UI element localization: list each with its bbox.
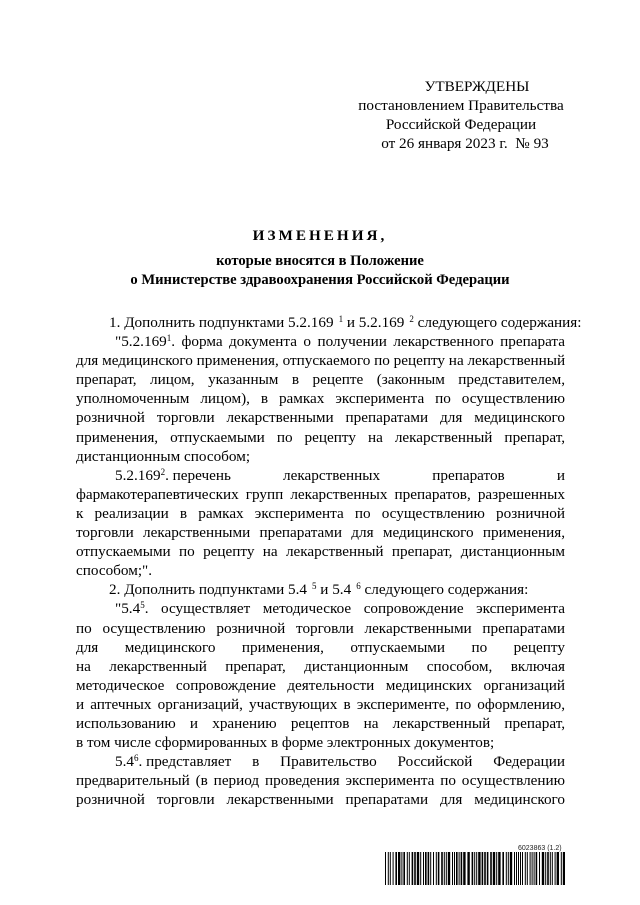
document-title: ИЗМЕНЕНИЯ,: [252, 227, 388, 244]
barcode-bar: [461, 852, 463, 885]
barcode-bar: [463, 852, 465, 885]
barcode-bar: [506, 852, 507, 885]
barcode-bar: [398, 852, 400, 885]
paragraph-1-intro: 1. Дополнить подпунктами 5.2.169 $^1$ и 5.2.169 $^2$ следующего содержания:: [109, 314, 582, 331]
barcode-bar: [474, 852, 475, 885]
text-line: розничной торговли лекарственными препаратами для медицинского: [76, 409, 565, 427]
barcode-bar: [436, 852, 437, 885]
barcode-bar: [530, 852, 531, 885]
barcode-bar: [476, 852, 477, 885]
barcode-bar: [459, 852, 460, 885]
barcode-bar: [534, 852, 535, 885]
barcode-bar: [417, 852, 419, 885]
barcode-bar: [388, 852, 389, 885]
barcode-bar: [520, 852, 521, 885]
barcode-bar: [412, 852, 414, 885]
barcode-bar: [438, 852, 440, 885]
approval-date: от 26 января 2023 г. № 93: [381, 135, 549, 152]
subtitle-line-2: о Министерстве здравоохранения Российской Федерации: [130, 272, 510, 288]
barcode-bar: [557, 852, 559, 885]
text-line: к реализации в рамках эксперимента по осуществлению розничной: [76, 504, 565, 522]
barcode-bar: [395, 852, 397, 885]
text-line: препарат, лицом, указанным в рецепте (законным представителем,: [76, 371, 565, 389]
barcode-bar: [490, 852, 492, 885]
barcode-bar: [498, 852, 500, 885]
barcode-bar: [545, 852, 546, 885]
barcode-bar: [385, 852, 386, 885]
document-body: [76, 313, 582, 809]
barcode-bar: [401, 852, 402, 885]
paragraph-2-intro: 2. Дополнить подпунктами 5.4 $^5$ и 5.4 $^6$ следующего содержания:: [109, 581, 529, 599]
barcode-bar: [502, 852, 504, 885]
barcode-bar: [407, 852, 408, 885]
text-line: отпускаемыми по рецепту на лекарственный препарат, дистанционным: [76, 543, 565, 561]
barcode-number: 6023863 (1.2): [518, 845, 562, 852]
text-line: дистанционным способом;: [76, 447, 251, 465]
barcode-bar: [527, 852, 528, 885]
text-line: использованию и хранению рецептов на лекарственный препарат,: [76, 714, 565, 732]
subtitle-line-1: которые вносятся в Положение: [216, 253, 424, 269]
barcode-bar: [547, 852, 549, 885]
barcode-bar: [542, 852, 544, 885]
barcode-bar: [536, 852, 538, 885]
barcode-bar: [496, 852, 497, 885]
quote-5-2-169-2-line-1: 5.2.169$^2$. перечень лекарственных препаратов и: [115, 466, 565, 484]
approval-line-2: Российской Федерации: [385, 116, 537, 133]
barcode-bar: [525, 852, 526, 885]
barcode-bar: [555, 852, 556, 885]
barcode-bar: [493, 852, 495, 885]
text-line: фармакотерапевтических групп лекарственных препаратов, разрешенных: [76, 485, 565, 503]
barcode-bar: [393, 852, 394, 885]
text-line: розничной торговли лекарственными препаратами для медицинского: [76, 791, 565, 809]
barcode-bar: [390, 852, 391, 885]
barcode-bar: [532, 852, 533, 885]
barcode-bar: [552, 852, 553, 885]
text-line: способом;".: [76, 562, 153, 580]
barcode-bar: [514, 852, 515, 885]
barcode-bar: [444, 852, 445, 885]
barcode-bar: [423, 852, 424, 885]
text-line: в том числе сформированных в форме электронных документов;: [76, 734, 495, 752]
approval-line-1: постановлением Правительства: [358, 97, 564, 114]
text-line: для медицинского применения, отпускаемыми по рецепту: [76, 638, 565, 656]
text-line: уполномоченным лицом), в рамках эксперимента по осуществлению: [76, 390, 565, 408]
barcode-bar: [452, 852, 453, 885]
quote-5-4-5-line-1: "$5.4^5$. осуществляет методическое сопровождение эксперимента: [115, 600, 565, 618]
barcode-bar: [428, 852, 430, 885]
quote-5-4-6-line-1: $5.4^6$. представляет в Правительство Российской Федерации: [115, 753, 565, 771]
barcode-bar: [448, 852, 450, 885]
text-line: и аптечных организаций, участвующих в эксперименте, по оформлению,: [76, 695, 565, 713]
barcode-bar: [420, 852, 421, 885]
text-line: предварительный (в период проведения эксперимента по осуществлению: [76, 772, 565, 790]
barcode-bar: [472, 852, 474, 885]
barcode-bar: [454, 852, 455, 885]
document-subtitle: [0, 252, 640, 290]
approval-block: [330, 77, 592, 153]
text-line: на лекарственный препарат, дистанционным способом, включая: [76, 657, 565, 675]
approval-heading: УТВЕРЖДЕНЫ: [424, 78, 530, 95]
text-line: по осуществлению розничной торговли лекарственными препаратами: [76, 619, 565, 637]
barcode-bar: [487, 852, 489, 885]
text-line: торговли лекарственными препаратами для медицинского применения,: [76, 524, 565, 542]
barcode-bar: [446, 852, 447, 885]
barcode-bar: [563, 852, 565, 885]
barcode-bar: [550, 852, 551, 885]
barcode-bar: [409, 852, 410, 885]
barcode-bar: [414, 852, 416, 885]
barcode-bar: [441, 852, 443, 885]
barcode-bar: [433, 852, 434, 885]
barcode-bar: [518, 852, 519, 885]
barcode-bar: [478, 852, 480, 885]
barcode-bar: [516, 852, 517, 885]
barcode-bar: [508, 852, 509, 885]
barcode-image: [385, 852, 565, 885]
barcode-bar: [430, 852, 431, 885]
barcode-bar: [561, 852, 562, 885]
barcode-bar: [539, 852, 540, 885]
text-line: для медицинского применения, отпускаемого по рецепту на лекарственный: [76, 352, 566, 370]
barcode-bar: [403, 852, 405, 885]
quote-5-2-169-1-line-1: "5.2.169$^1$. форма документа о получении лекарственного препарата: [115, 333, 565, 351]
barcode-bar: [467, 852, 469, 885]
barcode-bar: [510, 852, 512, 885]
barcode-bar: [425, 852, 427, 885]
text-line: применения, отпускаемыми по рецепту на лекарственный препарат,: [76, 428, 565, 446]
barcode-bar: [482, 852, 484, 885]
text-line: методическое сопровождение деятельности медицинских организаций: [76, 676, 565, 694]
barcode-bar: [522, 852, 523, 885]
barcode-bar: [484, 852, 486, 885]
barcode-bar: [456, 852, 458, 885]
